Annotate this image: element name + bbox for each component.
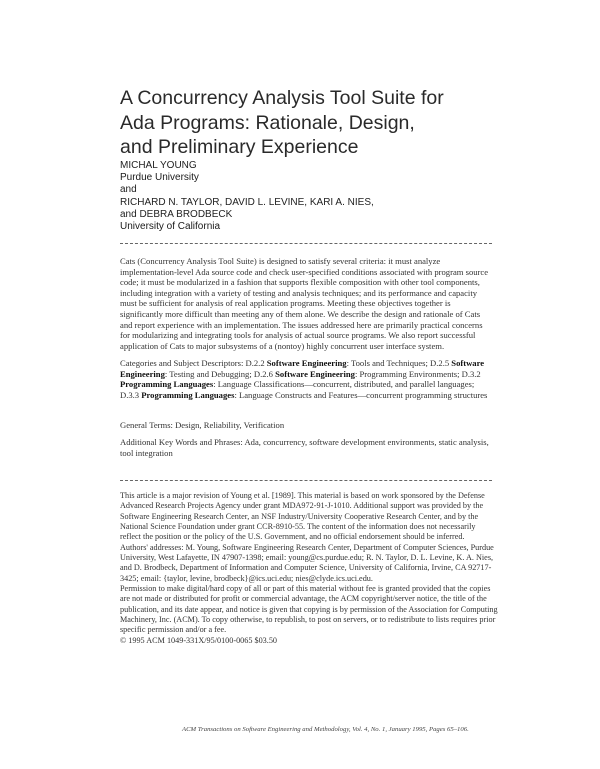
header-rule: [120, 243, 492, 244]
general-terms-block: [120, 420, 492, 431]
title-line: Ada Programs: Rationale, Design,: [120, 111, 415, 134]
category-label: Software Engineering: [275, 368, 355, 379]
category-label: Programming Languages: [141, 389, 235, 400]
category-label: Software Engineering: [120, 358, 485, 379]
footnote-rule: [120, 480, 492, 481]
abstract-text: Cats (Concurrency Analysis Tool Suite) is designed to satisfy several criteria: it must analyze implementation-level Ada source code and check user-specified conditions associated with program source code; it must be modularized in a fashion that supports flexible composition with other tool components, including integration with a variety of testing and analysis techniques; and its performance and capacity must be sufficient for analysis of real application programs. Meeting these objectives together is significantly more difficult than meeting any of them alone. We describe the design and rationale of Cats and report experience with an implementation. The issues addressed here are primarily practical concerns for modularizing and integrating tools for analysis of actual source programs. We also report successful application of Cats to major subsystems of a (nontoy) highly concurrent user interface system.: [120, 256, 489, 351]
author-name: MICHAL YOUNG: [120, 160, 197, 171]
categories-intro: Categories and Subject Descriptors: D.2.2: [120, 358, 267, 368]
keywords-text: Additional Key Words and Phrases: Ada, concurrency, software development environments, static analysis, tool integration: [120, 437, 489, 458]
footnote-paragraph: Authors' addresses: M. Young, Software Engineering Research Center, Department of Computer Sciences, Purdue University, West Lafayette, IN 47907-1398; email: young@cs.purdue.edu; R. N. Taylor, D. L. Levine, K. A. Nies, and D. Brodbeck, Department of Information and Computer Science, University of California, Irvine, CA 92717-3425; email: {taylor, levine, brodbeck}@ics.uci.edu; nies@clyde.ics.uci.edu.: [120, 542, 494, 583]
categories-block: [120, 358, 492, 400]
abstract-block: [120, 256, 492, 351]
author-affiliation: University of California: [120, 221, 221, 233]
categories-text: Categories and Subject Descriptors: D.2.2 Software Engineering: Tools and Techniques; D.2.5 Software Engineering: Testing and Debugging; D.2.6 Software Engineering: Programming Environments; D.3.2 Programming Languages: Language Classifications—concurrent, distributed, and parallel languages; D.3.3 Programming Languages: Language Constructs and Features—concurrent programming structures: [120, 358, 488, 400]
author-name: and DEBRA BRODBECK: [120, 208, 233, 220]
author-conjunction: and: [120, 184, 137, 196]
running-footer: ACM Transactions on Software Engineering and Methodology, Vol. 4, No. 1, January 1995, Pages 65–106.: [182, 726, 469, 733]
title-line: A Concurrency Analysis Tool Suite for: [120, 87, 444, 109]
category-label: Software Engineering: [266, 358, 347, 368]
paper-title: [120, 86, 540, 160]
copyright-line: © 1995 ACM 1049-331X/95/0100-0065 $03.50: [120, 635, 278, 645]
author-affiliation: Purdue University: [120, 172, 199, 184]
title-line: and Preliminary Experience: [120, 136, 359, 158]
general-terms-text: General Terms: Design, Reliability, Verification: [120, 420, 285, 430]
category-label: Programming Languages: [120, 379, 214, 390]
author-block: [120, 160, 480, 233]
footnote-paragraph: Permission to make digital/hard copy of all or part of this material without fee is granted provided that the copies are not made or distributed for profit or commercial advantage, the ACM copyright/server notice, the title of the publication, and its date appear, and notice is given that copying is by permission of the Association for Computing Machinery, Inc. (ACM). To copy otherwise, to republish, to post on servers, or to redistribute to lists requires prior specific permission and/or a fee.: [120, 584, 498, 635]
keywords-block: [120, 437, 492, 458]
author-name: RICHARD N. TAYLOR, DAVID L. LEVINE, KARI A. NIES,: [120, 196, 374, 208]
footnote-block: [120, 491, 498, 646]
footnote-paragraph: This article is a major revision of Young et al. [1989]. This material is based on work sponsored by the Defense Advanced Research Projects Agency under grant MDA972-91-J-1010. Additional support was provided by the Software Engineering Research Center, an NSF Industry/University Cooperative Research Center, and by the National Science Foundation under grant CCR-8910-55. The content of the information does not necessarily reflect the position or the policy of the U.S. Government, and no official endorsement should be inferred.: [120, 491, 485, 542]
